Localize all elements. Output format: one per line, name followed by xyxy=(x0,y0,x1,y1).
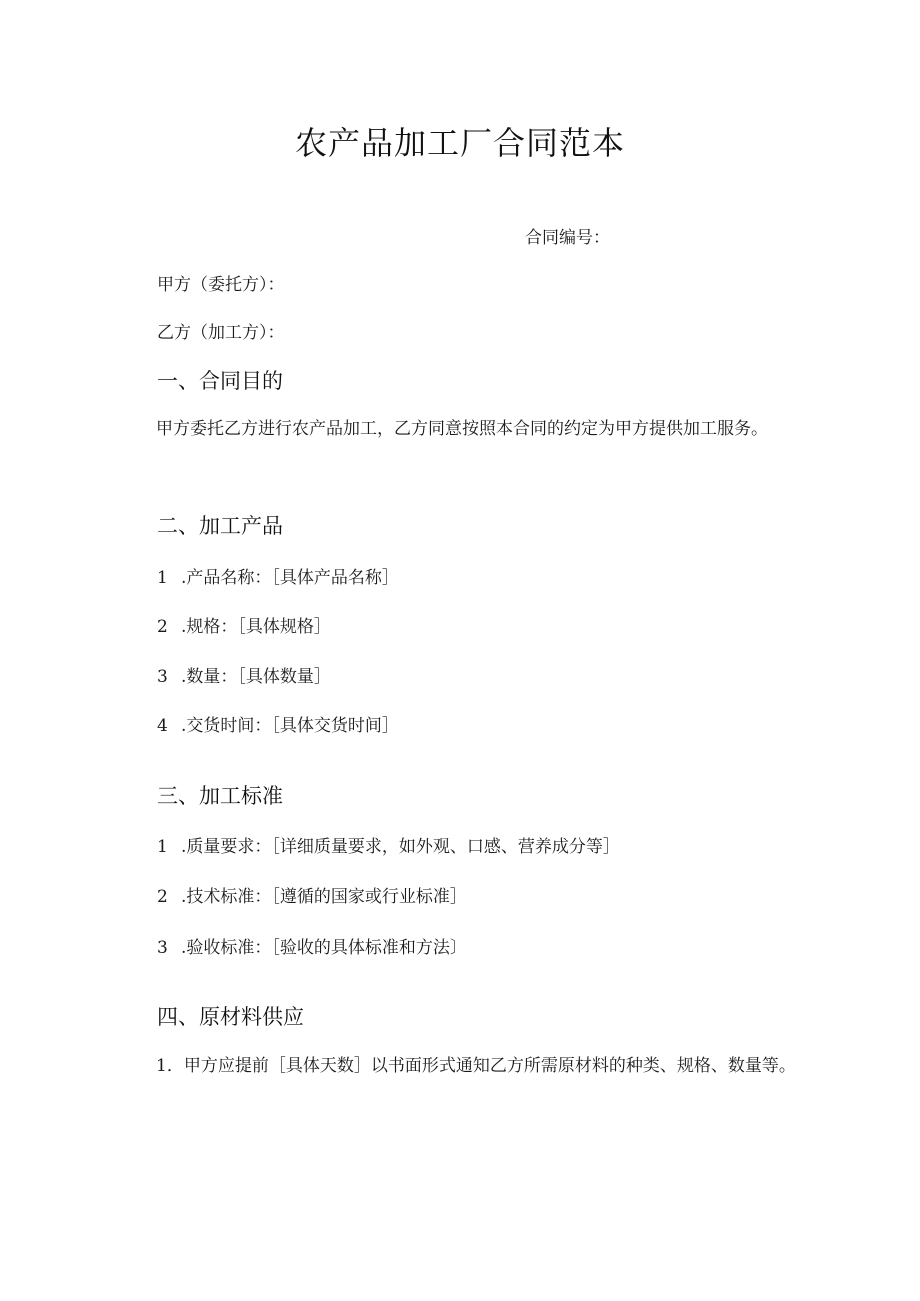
list-item-text: .产品名称：［具体产品名称］ xyxy=(181,568,399,588)
section-body-materials: 1．甲方应提前［具体天数］以书面形式通知乙方所需原材料的种类、规格、数量等。 xyxy=(156,1056,796,1076)
list-item xyxy=(157,615,331,639)
list-item xyxy=(157,566,399,590)
party-a-label: 甲方（委托方）： xyxy=(157,275,285,295)
list-item-number: 1 xyxy=(157,837,168,857)
list-item-number: 3 xyxy=(157,938,168,958)
list-item-number: 2 xyxy=(157,617,168,637)
contract-number-label: 合同编号： xyxy=(525,228,610,248)
list-item xyxy=(157,665,331,689)
section-heading-materials: 四、原材料供应 xyxy=(157,1005,304,1029)
list-item-text: .质量要求：［详细质量要求，如外观、口感、营养成分等］ xyxy=(181,837,620,857)
list-item-text: .技术标准：［遵循的国家或行业标准］ xyxy=(181,887,467,907)
party-b-label: 乙方（加工方）： xyxy=(157,323,285,343)
list-item-number: 3 xyxy=(157,667,168,687)
list-item-number: 2 xyxy=(157,887,168,907)
list-item xyxy=(157,885,467,909)
section-heading-standards: 三、加工标准 xyxy=(157,784,283,808)
list-item-text: .交货时间：［具体交货时间］ xyxy=(181,716,399,736)
list-item xyxy=(157,936,467,960)
section-body-purpose: 甲方委托乙方进行农产品加工，乙方同意按照本合同的约定为甲方提供加工服务。 xyxy=(156,419,768,439)
list-item-number: 1 xyxy=(157,568,168,588)
list-item-text: .数量：［具体数量］ xyxy=(181,667,331,687)
list-item xyxy=(157,714,399,738)
section-heading-products: 二、加工产品 xyxy=(157,514,283,538)
list-item-text: .规格：［具体规格］ xyxy=(181,617,331,637)
list-item xyxy=(157,835,620,859)
section-heading-purpose: 一、合同目的 xyxy=(157,369,283,393)
document-title: 农产品加工厂合同范本 xyxy=(294,124,625,162)
list-item-text: .验收标准：［验收的具体标准和方法〕 xyxy=(181,938,467,958)
list-item-number: 4 xyxy=(157,716,168,736)
